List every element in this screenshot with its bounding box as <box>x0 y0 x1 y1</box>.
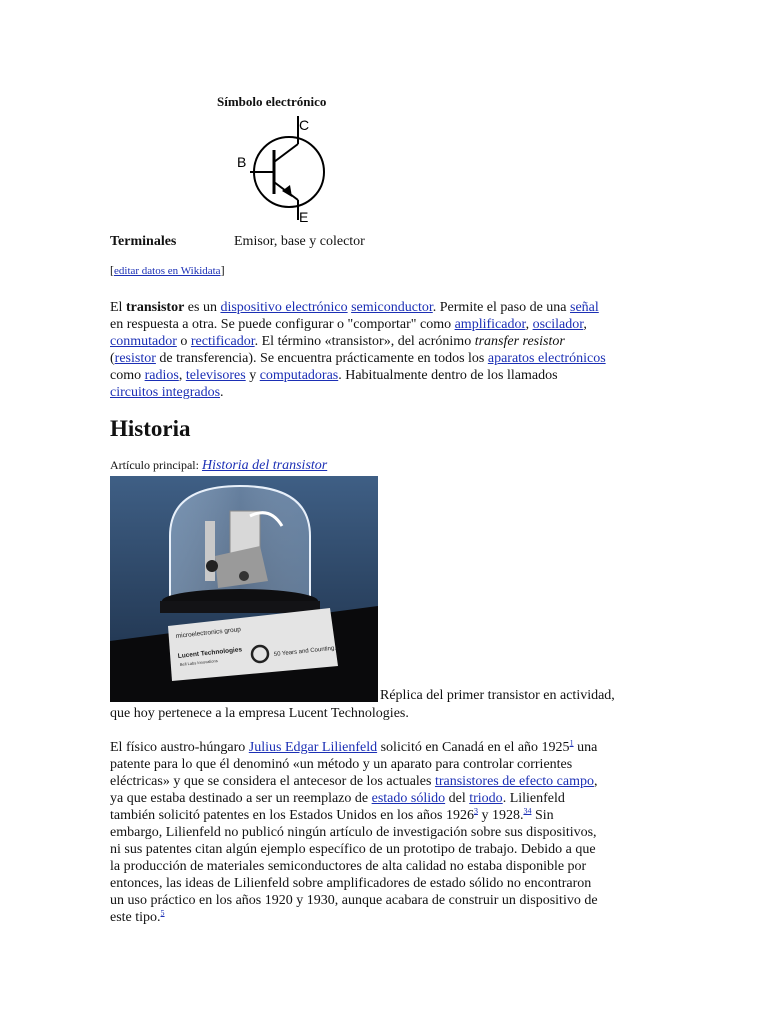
text-run: . El término «transistor», del acrónimo <box>254 334 475 349</box>
photo-caption-line2: que hoy pertenece a la empresa Lucent Technologies. <box>110 706 409 721</box>
text-run: , <box>525 317 533 332</box>
main-article-link[interactable]: Historia del transistor <box>201 458 328 473</box>
text-run: ( <box>110 351 115 366</box>
text-run: del <box>445 791 470 806</box>
text-line <box>110 299 655 316</box>
plaque-top-text: microelectronics group <box>175 626 242 640</box>
inline-link[interactable]: amplificador <box>454 317 526 332</box>
text-run: . <box>220 385 224 400</box>
inline-link[interactable]: conmutador <box>110 334 177 349</box>
terminals-value: Emisor, base y colector <box>234 234 365 249</box>
text-line <box>110 350 655 367</box>
history-paragraph <box>110 739 655 926</box>
inline-link[interactable]: radios <box>144 368 179 383</box>
inline-link[interactable]: señal <box>570 300 599 315</box>
inline-link[interactable]: semiconductor <box>351 300 433 315</box>
inline-link[interactable]: Julius Edgar Lilienfeld <box>248 740 378 755</box>
footnote-ref[interactable]: 1 <box>569 738 574 748</box>
inline-link[interactable]: televisores <box>185 368 246 383</box>
text-run: embargo, Lilienfeld no publicó ningún artículo de investigación sobre sus dispositivos, <box>110 825 597 840</box>
pin-e-label: E <box>299 209 309 225</box>
text-line <box>110 790 655 807</box>
text-run: . Permite el paso de una <box>432 300 571 315</box>
inline-link[interactable]: oscilador <box>532 317 584 332</box>
text-run: ya que estaba destinado a ser un reemplazo de <box>110 791 372 806</box>
inline-link[interactable]: estado sólido <box>371 791 446 806</box>
intro-paragraph <box>110 299 655 401</box>
text-line <box>110 773 655 790</box>
text-run: El <box>110 300 126 315</box>
text-line <box>110 316 655 333</box>
text-run: eléctricas» y que se considera el antecesor de los actuales <box>110 774 435 789</box>
text-run: de transferencia). Se encuentra prácticamente en todos los <box>155 351 488 366</box>
main-article-note <box>110 458 327 474</box>
inline-link[interactable]: rectificador <box>190 334 255 349</box>
text-run: como <box>110 368 145 383</box>
inline-link[interactable]: dispositivo electrónico <box>220 300 348 315</box>
text-run: y 1928. <box>477 808 524 823</box>
text-run: . Lilienfeld <box>502 791 565 806</box>
text-line <box>110 824 655 841</box>
terminals-label: Terminales <box>110 234 177 249</box>
text-line <box>110 333 655 350</box>
infobox-caption: Símbolo electrónico <box>217 94 327 109</box>
text-line <box>110 367 655 384</box>
photo-caption-line1: Réplica del primer transistor en actividad, <box>380 688 615 703</box>
text-run: la producción de materiales semiconductores de alta calidad no estaba disponible por <box>110 859 587 874</box>
text-run: solicitó en Canadá en el año 1925 <box>377 740 570 755</box>
text-run: , <box>593 774 598 789</box>
plaque-company-sub-text: Bell Labs Innovations <box>179 658 218 667</box>
transistor-replica-photo[interactable] <box>110 476 378 702</box>
transistor-symbol <box>230 112 340 227</box>
footnote-ref[interactable]: 5 <box>160 908 165 918</box>
text-line <box>110 841 655 858</box>
text-line <box>110 875 655 892</box>
bold-term: transistor <box>125 300 185 315</box>
text-run: un uso práctico en los años 1920 y 1930, aunque acabara de construir un dispositivo de <box>110 893 598 908</box>
pin-c-label: C <box>299 117 310 133</box>
text-run: . Habitualmente dentro de los llamados <box>338 368 558 383</box>
plaque-company-text: Lucent Technologies <box>177 646 243 660</box>
text-run: una <box>573 740 598 755</box>
pin-b-label: B <box>237 154 247 170</box>
text-line <box>110 739 655 756</box>
text-run: es un <box>184 300 221 315</box>
section-heading: Historia <box>110 416 191 441</box>
text-run: El físico austro-húngaro <box>110 740 249 755</box>
text-run: Sin <box>531 808 554 823</box>
text-run: o <box>176 334 191 349</box>
text-run: entonces, las ideas de Lilienfeld sobre amplificadores de estado sólido no encontraron <box>110 876 592 891</box>
text-run: este tipo. <box>110 910 161 925</box>
text-line <box>110 807 655 824</box>
text-run: y <box>245 368 260 383</box>
main-article-prefix: Artículo principal: <box>110 458 202 472</box>
text-run: patente para lo que él denominó «un método y un aparato para controlar corrientes <box>110 757 573 772</box>
footnote-ref[interactable]: 3 <box>473 806 478 816</box>
bracket-close: ] <box>220 263 225 277</box>
text-line <box>110 858 655 875</box>
inline-link[interactable]: aparatos electrónicos <box>487 351 606 366</box>
footnote <box>161 908 165 917</box>
bracket-open: [ <box>110 263 114 277</box>
wikidata-edit <box>110 263 225 278</box>
text-run: , <box>583 317 587 332</box>
text-run: , <box>178 368 186 383</box>
text-line <box>110 892 655 909</box>
text-line <box>110 384 655 401</box>
text-line <box>110 909 655 926</box>
photo-illustration <box>110 476 378 702</box>
italic-term: transfer resistor <box>474 334 565 349</box>
text-line <box>110 756 655 773</box>
inline-link[interactable]: transistores de efecto campo <box>434 774 594 789</box>
footnote-ref[interactable]: 34 <box>523 806 532 816</box>
inline-link[interactable]: computadoras <box>259 368 339 383</box>
inline-link[interactable]: triodo <box>469 791 503 806</box>
wikidata-edit-link[interactable]: editar datos en Wikidata <box>114 265 221 277</box>
text-run: también solicitó patentes en los Estados Unidos en los años 1926 <box>110 808 474 823</box>
inline-link[interactable]: resistor <box>114 351 156 366</box>
plaque-years-text: 50 Years and Counting... <box>273 645 340 658</box>
inline-link[interactable]: circuitos integrados <box>110 385 221 400</box>
text-run: ni sus patentes citan algún ejemplo específico de un prototipo de trabajo. Debido a que <box>110 842 596 857</box>
text-run: en respuesta a otra. Se puede configurar o "comportar" como <box>110 317 455 332</box>
